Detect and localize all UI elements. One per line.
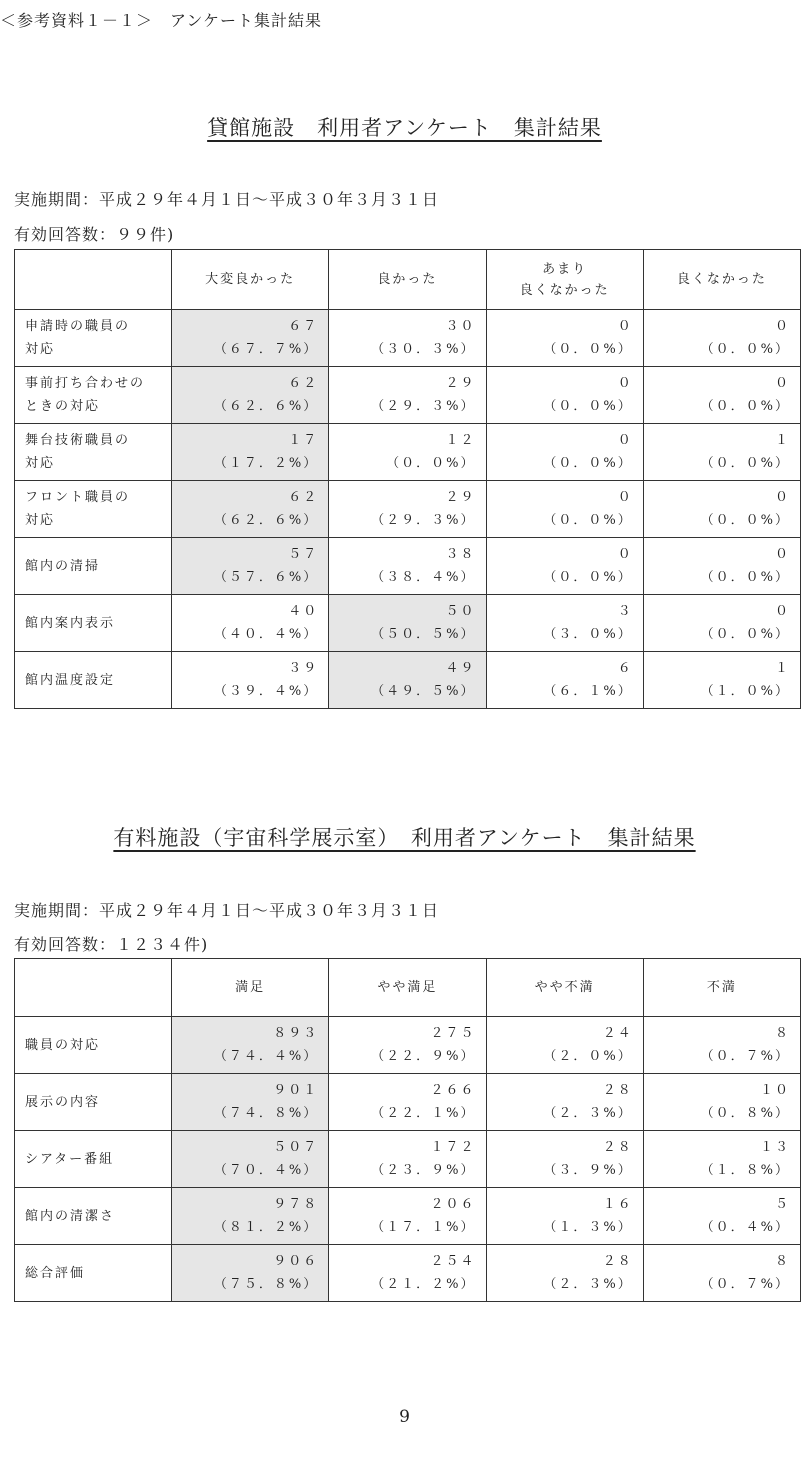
percent-value: （０．０%） — [543, 342, 633, 357]
percent-value: （７４．８%） — [213, 1106, 319, 1121]
value-cell — [643, 595, 800, 652]
value-cell — [329, 1074, 486, 1131]
value-cell — [172, 1188, 329, 1245]
value-cell — [486, 652, 643, 709]
table-row — [15, 481, 801, 538]
value-cell — [329, 481, 486, 538]
count-value: ８９３ — [273, 1026, 319, 1041]
count-value: ０ — [617, 376, 633, 391]
section1-responses: 有効回答数：９９件) — [14, 225, 175, 244]
table-row — [15, 424, 801, 481]
percent-value: （３８．４%） — [371, 570, 476, 585]
paid-facility-table — [14, 958, 801, 1302]
value-cell — [172, 1245, 329, 1302]
count-value: ２８ — [602, 1083, 633, 1098]
row-label: 展示の内容 — [15, 1074, 172, 1131]
value-cell — [329, 367, 486, 424]
percent-value: （６２．６%） — [213, 513, 319, 528]
table-row — [15, 1188, 801, 1245]
value-cell — [172, 1074, 329, 1131]
section2-responses: 有効回答数：１２３４件) — [14, 935, 209, 954]
value-cell — [172, 652, 329, 709]
value-cell — [643, 310, 800, 367]
value-cell — [643, 1245, 800, 1302]
row-label: 事前打ち合わせの ときの対応 — [15, 367, 172, 424]
percent-value: （０．０%） — [700, 570, 790, 585]
value-cell — [643, 1074, 800, 1131]
table-row — [15, 367, 801, 424]
table-row — [15, 1245, 801, 1302]
value-cell — [486, 1074, 643, 1131]
percent-value: （５０．５%） — [371, 627, 476, 642]
table-row — [15, 1131, 801, 1188]
percent-value: （０．０%） — [700, 399, 790, 414]
column-header: あまり 良くなかった — [486, 250, 643, 310]
percent-value: （０．０%） — [700, 627, 790, 642]
percent-value: （２９．３%） — [371, 513, 476, 528]
count-value: ２９ — [445, 376, 476, 391]
value-cell — [486, 595, 643, 652]
table-row — [15, 652, 801, 709]
percent-value: （１７．２%） — [213, 456, 319, 471]
header-row — [15, 250, 801, 310]
table-row — [15, 310, 801, 367]
count-value: １７ — [288, 433, 319, 448]
table-row — [15, 595, 801, 652]
percent-value: （０．０%） — [386, 456, 476, 471]
table-row — [15, 538, 801, 595]
count-value: ９７８ — [273, 1197, 319, 1212]
count-value: ９０６ — [273, 1254, 319, 1269]
value-cell — [643, 1131, 800, 1188]
table-row — [15, 1074, 801, 1131]
value-cell — [643, 424, 800, 481]
value-cell — [172, 595, 329, 652]
count-value: ３ — [617, 604, 633, 619]
page-number: 9 — [399, 1407, 410, 1427]
percent-value: （６．１%） — [543, 684, 633, 699]
count-value: ２４ — [602, 1026, 633, 1041]
percent-value: （２３．９%） — [371, 1163, 476, 1178]
count-value: ８ — [774, 1026, 790, 1041]
count-value: ４９ — [445, 661, 476, 676]
percent-value: （６７．７%） — [213, 342, 319, 357]
table-row — [15, 1017, 801, 1074]
percent-value: （７０．４%） — [213, 1163, 319, 1178]
percent-value: （０．０%） — [700, 456, 790, 471]
count-value: ０ — [617, 433, 633, 448]
count-value: ０ — [617, 490, 633, 505]
count-value: ４０ — [288, 604, 319, 619]
value-cell — [172, 424, 329, 481]
percent-value: （０．０%） — [700, 342, 790, 357]
percent-value: （２２．９%） — [371, 1049, 476, 1064]
percent-value: （７４．４%） — [213, 1049, 319, 1064]
value-cell — [172, 1131, 329, 1188]
percent-value: （２．３%） — [543, 1106, 633, 1121]
value-cell — [329, 1017, 486, 1074]
value-cell — [486, 1131, 643, 1188]
count-value: ５ — [774, 1197, 790, 1212]
count-value: ３８ — [445, 547, 476, 562]
percent-value: （１．３%） — [543, 1220, 633, 1235]
count-value: ０ — [774, 319, 790, 334]
value-cell — [172, 310, 329, 367]
value-cell — [486, 1245, 643, 1302]
count-value: ０ — [774, 604, 790, 619]
percent-value: （０．０%） — [543, 399, 633, 414]
count-value: １ — [774, 661, 790, 676]
row-label: シアター番組 — [15, 1131, 172, 1188]
value-cell — [172, 1017, 329, 1074]
value-cell — [486, 367, 643, 424]
percent-value: （３．９%） — [543, 1163, 633, 1178]
value-cell — [643, 481, 800, 538]
percent-value: （１．０%） — [700, 684, 790, 699]
row-label: 館内案内表示 — [15, 595, 172, 652]
percent-value: （２１．２%） — [371, 1277, 476, 1292]
row-label: 舞台技術職員の 対応 — [15, 424, 172, 481]
percent-value: （０．０%） — [543, 456, 633, 471]
value-cell — [643, 1017, 800, 1074]
value-cell — [329, 1188, 486, 1245]
percent-value: （２．０%） — [543, 1049, 633, 1064]
value-cell — [486, 1188, 643, 1245]
rental-facility-table — [14, 249, 801, 709]
value-cell — [329, 1245, 486, 1302]
header-row — [15, 959, 801, 1017]
percent-value: （０．０%） — [543, 570, 633, 585]
value-cell — [643, 652, 800, 709]
count-value: １０ — [759, 1083, 790, 1098]
count-value: ２６６ — [430, 1083, 476, 1098]
reference-note: ＜参考資料１－１＞ アンケート集計結果 — [0, 11, 323, 30]
value-cell — [329, 652, 486, 709]
column-header: やや不満 — [486, 959, 643, 1017]
count-value: ０ — [774, 376, 790, 391]
percent-value: （８１．２%） — [213, 1220, 319, 1235]
count-value: ５０ — [445, 604, 476, 619]
count-value: ２８ — [602, 1254, 633, 1269]
value-cell — [329, 538, 486, 595]
corner-cell — [15, 250, 172, 310]
percent-value: （５７．６%） — [213, 570, 319, 585]
row-label: 館内温度設定 — [15, 652, 172, 709]
column-header: 良かった — [329, 250, 486, 310]
count-value: ６ — [617, 661, 633, 676]
section1-title: 貸館施設 利用者アンケート 集計結果 — [207, 116, 602, 140]
percent-value: （２９．３%） — [371, 399, 476, 414]
value-cell — [329, 595, 486, 652]
percent-value: （０．０%） — [543, 513, 633, 528]
count-value: １２ — [445, 433, 476, 448]
row-label: フロント職員の 対応 — [15, 481, 172, 538]
value-cell — [172, 538, 329, 595]
count-value: ０ — [774, 547, 790, 562]
count-value: ５７ — [288, 547, 319, 562]
percent-value: （４９．５%） — [371, 684, 476, 699]
value-cell — [643, 538, 800, 595]
value-cell — [329, 424, 486, 481]
percent-value: （１７．１%） — [371, 1220, 476, 1235]
percent-value: （３９．４%） — [213, 684, 319, 699]
section2-title: 有料施設（宇宙科学展示室） 利用者アンケート 集計結果 — [113, 826, 696, 850]
percent-value: （０．０%） — [700, 513, 790, 528]
count-value: ８ — [774, 1254, 790, 1269]
count-value: １７２ — [430, 1140, 476, 1155]
corner-cell — [15, 959, 172, 1017]
column-header: やや満足 — [329, 959, 486, 1017]
count-value: ９０１ — [273, 1083, 319, 1098]
count-value: ２５４ — [430, 1254, 476, 1269]
value-cell — [486, 1017, 643, 1074]
row-label: 職員の対応 — [15, 1017, 172, 1074]
count-value: ３９ — [288, 661, 319, 676]
count-value: ０ — [617, 547, 633, 562]
value-cell — [329, 310, 486, 367]
value-cell — [643, 367, 800, 424]
count-value: ２０６ — [430, 1197, 476, 1212]
column-header: 不満 — [643, 959, 800, 1017]
count-value: ２７５ — [430, 1026, 476, 1041]
percent-value: （１．８%） — [700, 1163, 790, 1178]
percent-value: （７５．８%） — [213, 1277, 319, 1292]
value-cell — [643, 1188, 800, 1245]
row-label: 申請時の職員の 対応 — [15, 310, 172, 367]
column-header: 良くなかった — [643, 250, 800, 310]
count-value: ２８ — [602, 1140, 633, 1155]
value-cell — [172, 481, 329, 538]
count-value: １ — [774, 433, 790, 448]
value-cell — [486, 424, 643, 481]
row-label: 館内の清掃 — [15, 538, 172, 595]
percent-value: （２２．１%） — [371, 1106, 476, 1121]
count-value: ０ — [617, 319, 633, 334]
column-header: 満足 — [172, 959, 329, 1017]
percent-value: （０．７%） — [700, 1049, 790, 1064]
count-value: ６２ — [288, 376, 319, 391]
value-cell — [486, 538, 643, 595]
column-header: 大変良かった — [172, 250, 329, 310]
percent-value: （４０．４%） — [213, 627, 319, 642]
count-value: ２９ — [445, 490, 476, 505]
value-cell — [486, 310, 643, 367]
percent-value: （０．８%） — [700, 1106, 790, 1121]
count-value: １３ — [759, 1140, 790, 1155]
percent-value: （３０．３%） — [371, 342, 476, 357]
value-cell — [486, 481, 643, 538]
percent-value: （６２．６%） — [213, 399, 319, 414]
row-label: 総合評価 — [15, 1245, 172, 1302]
value-cell — [172, 367, 329, 424]
count-value: ０ — [774, 490, 790, 505]
section1-period: 実施期間：平成２９年４月１日～平成３０年３月３１日 — [14, 190, 440, 209]
percent-value: （０．７%） — [700, 1277, 790, 1292]
percent-value: （２．３%） — [543, 1277, 633, 1292]
count-value: ６２ — [288, 490, 319, 505]
percent-value: （０．４%） — [700, 1220, 790, 1235]
count-value: ６７ — [288, 319, 319, 334]
row-label: 館内の清潔さ — [15, 1188, 172, 1245]
value-cell — [329, 1131, 486, 1188]
count-value: ３０ — [445, 319, 476, 334]
section2-period: 実施期間：平成２９年４月１日～平成３０年３月３１日 — [14, 901, 440, 920]
percent-value: （３．０%） — [543, 627, 633, 642]
count-value: １６ — [602, 1197, 633, 1212]
count-value: ５０７ — [273, 1140, 319, 1155]
